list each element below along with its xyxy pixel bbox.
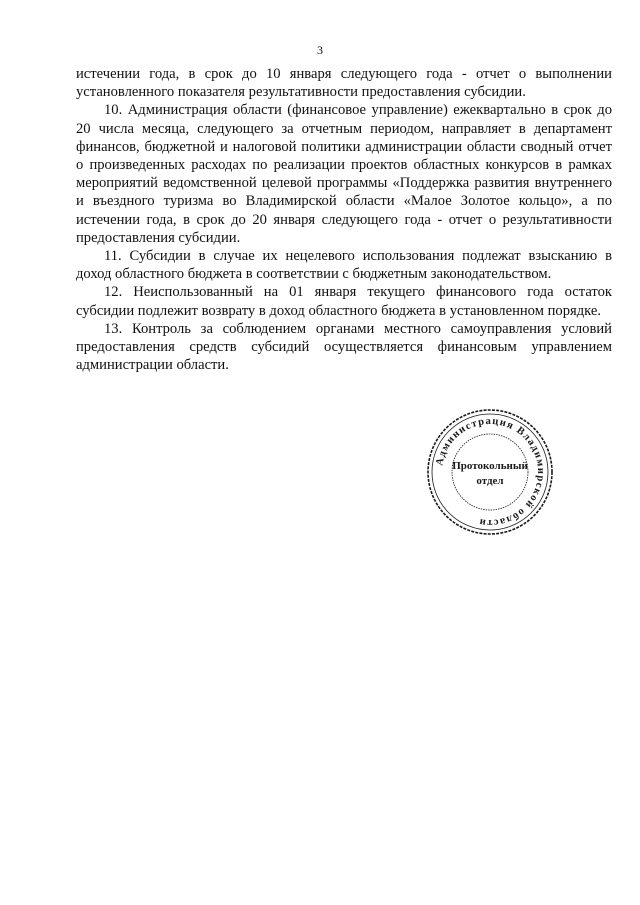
paragraph-item-10: 10. Администрация области (финансовое управление) ежеквартально в срок до 20 числа месяца, следующего за отчетным периодом, направляет в департамент финансов, бюджетной и налоговой политики администрации области сводный отчет о произведенных расходах по реализации проектов областных конкурсов в рамках мероприятий ведомственной целевой программы «Поддержка развития внутреннего и въездного туризма во Владимирской области «Малое Золотое кольцо», а по истечении года, в срок до 20 января следующего года - отчет о результативности предоставления субсидии.	[76, 102, 612, 246]
paragraph-item-11: 11. Субсидии в случае их нецелевого использования подлежат взысканию в доход областного бюджета в соответствии с бюджетным законодательством.	[76, 248, 612, 283]
paragraph-item-13: 13. Контроль за соблюдением органами местного самоуправления условий предоставления средств субсидий осуществляется финансовым управлением администрации области.	[76, 320, 612, 374]
paragraph-continuation: истечении года, в срок до 10 января следующего года - отчет о выполнении установленного показателя результативности предоставления субсидии.	[76, 66, 612, 101]
document-body	[76, 65, 612, 374]
stamp-outer-ring	[428, 410, 552, 534]
stamp-middle-ring	[432, 414, 548, 530]
stamp-ring-text: Администрация Владимирской области	[434, 415, 547, 529]
official-stamp	[425, 407, 555, 537]
stamp-center-line-2: отдел	[476, 475, 504, 487]
paragraph-item-12: 12. Неиспользованный на 01 января текущего финансового года остаток субсидии подлежит возврату в доход областного бюджета в установленном порядке.	[76, 284, 612, 319]
page-number: 3	[317, 43, 323, 57]
stamp-inner-ring	[452, 434, 528, 510]
stamp-graphic	[425, 407, 555, 537]
stamp-center-line-1: Протокольный	[452, 460, 528, 472]
